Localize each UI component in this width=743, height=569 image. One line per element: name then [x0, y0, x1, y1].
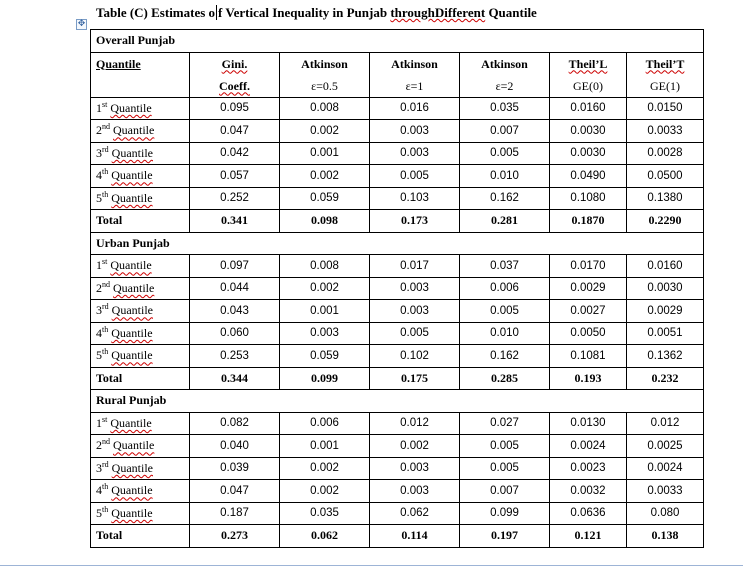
table-move-handle-icon[interactable]: ✥ [77, 19, 86, 29]
table-row [91, 255, 704, 278]
value-cell: 0.0130 [550, 412, 627, 435]
quantile-suffix: rd [102, 459, 109, 469]
value-cell: 0.162 [460, 345, 550, 368]
quantile-number: 4 [96, 483, 102, 498]
inequality-table [90, 29, 704, 548]
value-cell: 0.003 [280, 322, 370, 345]
value-cell: 0.003 [370, 120, 460, 143]
quantile-number: 1 [96, 100, 102, 115]
quantile-word: Quantile [113, 280, 155, 295]
quantile-word: Quantile [111, 505, 153, 520]
value-cell: 0.039 [190, 457, 280, 480]
header-row [91, 52, 704, 97]
total-value-cell: 0.062 [280, 525, 370, 548]
section-row [91, 390, 704, 413]
header-top: Atkinson [391, 56, 438, 71]
value-cell: 0.1362 [627, 345, 704, 368]
value-cell: 0.006 [280, 412, 370, 435]
value-cell: 0.002 [280, 277, 370, 300]
caption-misspelled-word: throughDifferent [390, 5, 486, 20]
quantile-suffix: th [102, 504, 109, 514]
total-value-cell: 0.2290 [627, 210, 704, 233]
value-cell: 0.007 [460, 480, 550, 503]
quantile-number: 4 [96, 325, 102, 340]
table-row [91, 165, 704, 188]
table-row [91, 120, 704, 143]
value-cell: 0.0029 [550, 277, 627, 300]
value-cell: 0.103 [370, 187, 460, 210]
header-col-3 [460, 52, 550, 97]
value-cell: 0.006 [460, 277, 550, 300]
value-cell: 0.0030 [550, 142, 627, 165]
table-row [91, 480, 704, 503]
value-cell: 0.008 [280, 97, 370, 120]
header-col-5 [627, 52, 704, 97]
quantile-label [91, 97, 190, 120]
value-cell: 0.012 [370, 412, 460, 435]
header-top: Theil’T [645, 56, 685, 71]
quantile-label [91, 412, 190, 435]
total-value-cell: 0.193 [550, 367, 627, 390]
value-cell: 0.0033 [627, 480, 704, 503]
value-cell: 0.059 [280, 345, 370, 368]
quantile-label [91, 322, 190, 345]
value-cell: 0.035 [460, 97, 550, 120]
value-cell: 0.0029 [627, 300, 704, 323]
quantile-label [91, 457, 190, 480]
value-cell: 0.047 [190, 480, 280, 503]
header-col-2 [370, 52, 460, 97]
value-cell: 0.0490 [550, 165, 627, 188]
table-row [91, 322, 704, 345]
value-cell: 0.0051 [627, 322, 704, 345]
quantile-word: Quantile [110, 100, 152, 115]
value-cell: 0.0150 [627, 97, 704, 120]
value-cell: 0.062 [370, 502, 460, 525]
total-value-cell: 0.281 [460, 210, 550, 233]
caption-part-3: Quantile [485, 5, 537, 20]
value-cell: 0.003 [370, 480, 460, 503]
value-cell: 0.003 [370, 277, 460, 300]
quantile-word: Quantile [111, 348, 153, 363]
value-cell: 0.010 [460, 322, 550, 345]
value-cell: 0.002 [280, 165, 370, 188]
section-row [91, 30, 704, 53]
value-cell: 0.002 [280, 457, 370, 480]
value-cell: 0.1380 [627, 187, 704, 210]
quantile-word: Quantile [111, 325, 153, 340]
quantile-word: Quantile [110, 258, 152, 273]
quantile-label [91, 277, 190, 300]
table-row [91, 277, 704, 300]
total-label: Total [91, 210, 190, 233]
value-cell: 0.187 [190, 502, 280, 525]
value-cell: 0.0160 [627, 255, 704, 278]
quantile-suffix: st [102, 257, 108, 267]
header-bottom: GE(0) [573, 78, 603, 93]
header-top: Gini. [221, 56, 248, 71]
quantile-suffix: th [102, 167, 109, 177]
quantile-suffix: th [102, 482, 109, 492]
table-row [91, 345, 704, 368]
quantile-word: Quantile [111, 483, 153, 498]
quantile-label [91, 435, 190, 458]
header-bottom: ε=1 [405, 78, 424, 93]
value-cell: 0.017 [370, 255, 460, 278]
quantile-label [91, 120, 190, 143]
quantile-number: 2 [96, 123, 102, 138]
section-title: Rural Punjab [91, 390, 704, 413]
value-cell: 0.002 [280, 480, 370, 503]
quantile-suffix: nd [102, 437, 110, 447]
value-cell: 0.0028 [627, 142, 704, 165]
total-value-cell: 0.197 [460, 525, 550, 548]
value-cell: 0.0030 [627, 277, 704, 300]
section-row [91, 232, 704, 255]
caption-part-2: f Vertical Inequality in Punjab [218, 5, 391, 20]
value-cell: 0.102 [370, 345, 460, 368]
value-cell: 0.099 [460, 502, 550, 525]
value-cell: 0.042 [190, 142, 280, 165]
value-cell: 0.016 [370, 97, 460, 120]
caption-part-1: Table (C) Estimates o [96, 5, 216, 20]
header-bottom: GE(1) [650, 78, 680, 93]
table-row [91, 502, 704, 525]
table-row [91, 435, 704, 458]
value-cell: 0.005 [460, 300, 550, 323]
value-cell: 0.007 [460, 120, 550, 143]
value-cell: 0.0033 [627, 120, 704, 143]
total-value-cell: 0.099 [280, 367, 370, 390]
total-row [91, 525, 704, 548]
table-row [91, 97, 704, 120]
total-value-cell: 0.121 [550, 525, 627, 548]
quantile-suffix: th [102, 324, 109, 334]
value-cell: 0.035 [280, 502, 370, 525]
quantile-suffix: st [102, 414, 108, 424]
quantile-number: 5 [96, 505, 102, 520]
value-cell: 0.040 [190, 435, 280, 458]
quantile-label [91, 142, 190, 165]
value-cell: 0.005 [460, 457, 550, 480]
total-value-cell: 0.138 [627, 525, 704, 548]
quantile-suffix: nd [102, 279, 110, 289]
page-bottom-border [0, 565, 743, 566]
section-title: Urban Punjab [91, 232, 704, 255]
total-row [91, 367, 704, 390]
quantile-label [91, 300, 190, 323]
quantile-suffix: nd [102, 122, 110, 132]
header-bottom: ε=2 [495, 78, 514, 93]
value-cell: 0.0027 [550, 300, 627, 323]
value-cell: 0.002 [280, 120, 370, 143]
quantile-number: 2 [96, 438, 102, 453]
quantile-number: 4 [96, 168, 102, 183]
total-row [91, 210, 704, 233]
quantile-number: 3 [96, 460, 102, 475]
quantile-number: 1 [96, 258, 102, 273]
total-value-cell: 0.341 [190, 210, 280, 233]
quantile-suffix: st [102, 99, 108, 109]
table-row [91, 187, 704, 210]
value-cell: 0.002 [370, 435, 460, 458]
text-cursor [216, 5, 217, 20]
total-value-cell: 0.344 [190, 367, 280, 390]
value-cell: 0.082 [190, 412, 280, 435]
quantile-word: Quantile [111, 190, 153, 205]
quantile-word: Quantile [110, 415, 152, 430]
quantile-word: Quantile [111, 168, 153, 183]
table-caption [96, 5, 537, 21]
value-cell: 0.0023 [550, 457, 627, 480]
value-cell: 0.0024 [550, 435, 627, 458]
total-label: Total [91, 367, 190, 390]
value-cell: 0.010 [460, 165, 550, 188]
header-quantile-label: Quantile [96, 56, 141, 71]
value-cell: 0.005 [370, 322, 460, 345]
value-cell: 0.059 [280, 187, 370, 210]
value-cell: 0.001 [280, 300, 370, 323]
table-row [91, 300, 704, 323]
value-cell: 0.003 [370, 457, 460, 480]
value-cell: 0.0170 [550, 255, 627, 278]
quantile-number: 3 [96, 145, 102, 160]
header-col-0 [190, 52, 280, 97]
value-cell: 0.1081 [550, 345, 627, 368]
value-cell: 0.0025 [627, 435, 704, 458]
value-cell: 0.060 [190, 322, 280, 345]
header-bottom: Coeff. [219, 78, 250, 93]
quantile-number: 5 [96, 348, 102, 363]
value-cell: 0.012 [627, 412, 704, 435]
value-cell: 0.047 [190, 120, 280, 143]
total-value-cell: 0.114 [370, 525, 460, 548]
quantile-suffix: rd [102, 302, 109, 312]
total-value-cell: 0.273 [190, 525, 280, 548]
header-top: Atkinson [481, 56, 528, 71]
table-row [91, 457, 704, 480]
quantile-number: 2 [96, 280, 102, 295]
value-cell: 0.253 [190, 345, 280, 368]
value-cell: 0.001 [280, 435, 370, 458]
section-title: Overall Punjab [91, 30, 704, 53]
header-col-4 [550, 52, 627, 97]
value-cell: 0.0636 [550, 502, 627, 525]
quantile-suffix: rd [102, 144, 109, 154]
header-col-1 [280, 52, 370, 97]
table-row [91, 142, 704, 165]
value-cell: 0.003 [370, 142, 460, 165]
header-bottom: ε=0.5 [311, 78, 338, 93]
value-cell: 0.080 [627, 502, 704, 525]
quantile-number: 1 [96, 415, 102, 430]
value-cell: 0.001 [280, 142, 370, 165]
quantile-label [91, 480, 190, 503]
quantile-label [91, 255, 190, 278]
table-row [91, 412, 704, 435]
quantile-suffix: th [102, 347, 109, 357]
quantile-word: Quantile [111, 145, 153, 160]
value-cell: 0.095 [190, 97, 280, 120]
value-cell: 0.0500 [627, 165, 704, 188]
quantile-label [91, 345, 190, 368]
total-value-cell: 0.1870 [550, 210, 627, 233]
quantile-number: 3 [96, 303, 102, 318]
quantile-number: 5 [96, 190, 102, 205]
total-value-cell: 0.175 [370, 367, 460, 390]
total-value-cell: 0.285 [460, 367, 550, 390]
value-cell: 0.005 [460, 435, 550, 458]
value-cell: 0.162 [460, 187, 550, 210]
header-quantile [91, 52, 190, 97]
quantile-word: Quantile [111, 303, 153, 318]
value-cell: 0.044 [190, 277, 280, 300]
value-cell: 0.043 [190, 300, 280, 323]
quantile-word: Quantile [113, 123, 155, 138]
value-cell: 0.0030 [550, 120, 627, 143]
value-cell: 0.005 [460, 142, 550, 165]
value-cell: 0.0050 [550, 322, 627, 345]
quantile-word: Quantile [111, 460, 153, 475]
total-value-cell: 0.098 [280, 210, 370, 233]
header-top: Theil’L [568, 56, 608, 71]
value-cell: 0.005 [370, 165, 460, 188]
value-cell: 0.1080 [550, 187, 627, 210]
value-cell: 0.027 [460, 412, 550, 435]
value-cell: 0.0024 [627, 457, 704, 480]
value-cell: 0.008 [280, 255, 370, 278]
quantile-word: Quantile [113, 438, 155, 453]
total-value-cell: 0.232 [627, 367, 704, 390]
value-cell: 0.003 [370, 300, 460, 323]
header-top: Atkinson [301, 56, 348, 71]
total-label: Total [91, 525, 190, 548]
quantile-label [91, 502, 190, 525]
value-cell: 0.097 [190, 255, 280, 278]
value-cell: 0.252 [190, 187, 280, 210]
value-cell: 0.0032 [550, 480, 627, 503]
quantile-label [91, 187, 190, 210]
total-value-cell: 0.173 [370, 210, 460, 233]
quantile-suffix: th [102, 189, 109, 199]
value-cell: 0.037 [460, 255, 550, 278]
value-cell: 0.0160 [550, 97, 627, 120]
value-cell: 0.057 [190, 165, 280, 188]
quantile-label [91, 165, 190, 188]
